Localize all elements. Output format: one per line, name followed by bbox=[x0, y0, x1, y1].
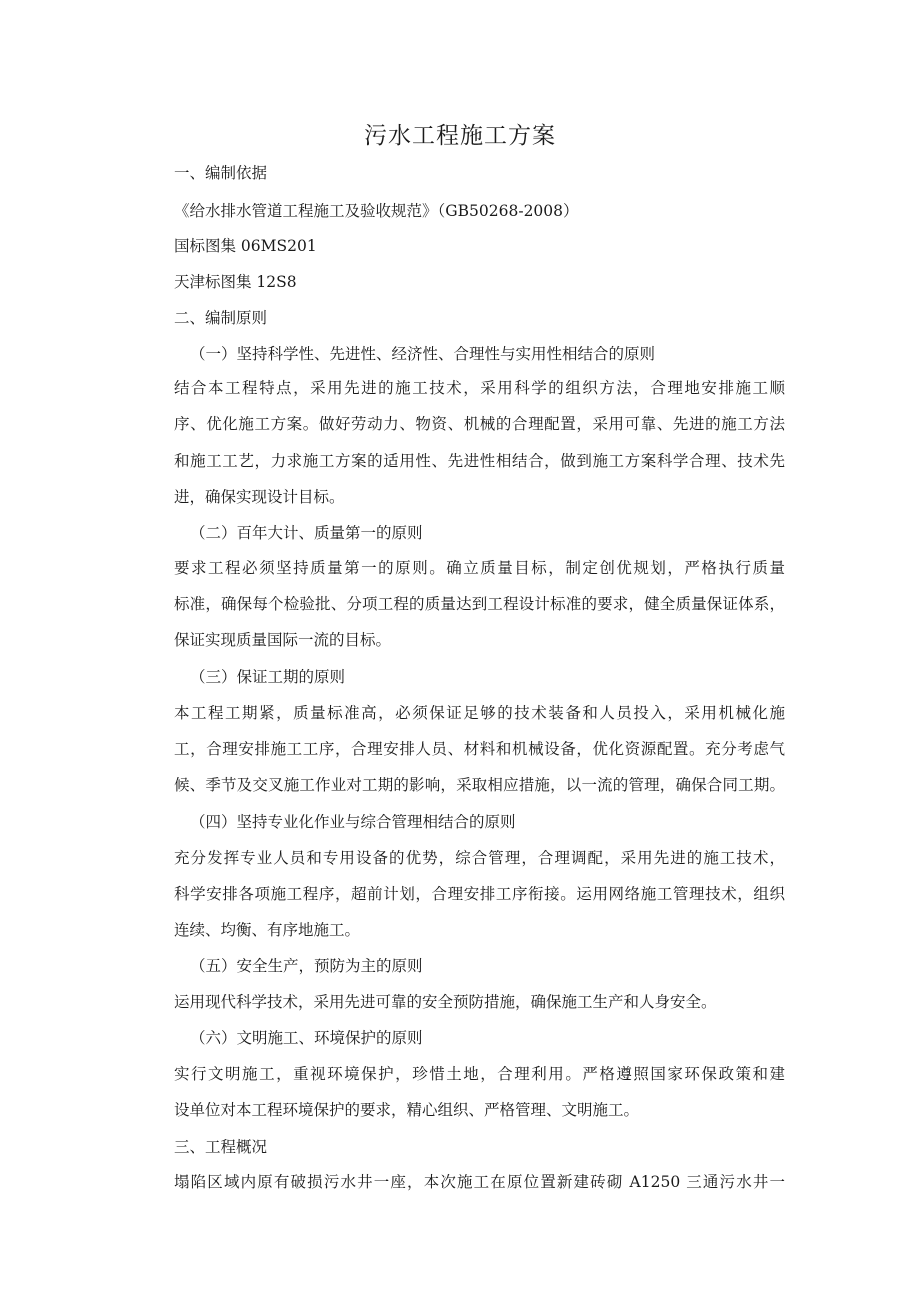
reference-standard: 《给水排水管道工程施工及验收规范》（GB50268-2008） bbox=[174, 202, 579, 220]
paragraph-line: 进，确保实现设计目标。 bbox=[174, 488, 345, 506]
subheading-principle-3: （三）保证工期的原则 bbox=[190, 668, 346, 686]
paragraph-line: 和施工工艺，力求施工方案的适用性、先进性相结合，做到施工方案科学合理、技术先 bbox=[174, 452, 785, 470]
reference-atlas-national: 国标图集 06MS201 bbox=[174, 237, 317, 255]
paragraph-line: 实行文明施工，重视环境保护，珍惜土地，合理利用。严格遵照国家环保政策和建 bbox=[174, 1065, 785, 1083]
paragraph-line: 充分发挥专业人员和专用设备的优势，综合管理，合理调配，采用先进的施工技术， bbox=[174, 849, 785, 867]
subheading-principle-1: （一）坚持科学性、先进性、经济性、合理性与实用性相结合的原则 bbox=[190, 345, 656, 363]
paragraph-line: 塌陷区域内原有破损污水井一座，本次施工在原位置新建砖砌 A1250 三通污水井一 bbox=[174, 1173, 785, 1191]
paragraph-line: 本工程工期紧，质量标准高，必须保证足够的技术装备和人员投入，采用机械化施 bbox=[174, 704, 785, 722]
paragraph-line: 候、季节及交叉施工作业对工期的影响，采取相应措施，以一流的管理，确保合同工期。 bbox=[174, 776, 785, 794]
paragraph-line: 科学安排各项施工程序，超前计划，合理安排工序衔接。运用网络施工管理技术，组织 bbox=[174, 885, 785, 903]
subheading-principle-5: （五）安全生产，预防为主的原则 bbox=[190, 957, 423, 975]
paragraph-line: 要求工程必须坚持质量第一的原则。确立质量目标，制定创优规划，严格执行质量 bbox=[174, 559, 785, 577]
paragraph-line: 标准，确保每个检验批、分项工程的质量达到工程设计标准的要求，健全质量保证体系， bbox=[174, 595, 785, 613]
subheading-principle-6: （六）文明施工、环境保护的原则 bbox=[190, 1029, 423, 1047]
paragraph-line: 序、优化施工方案。做好劳动力、物资、机械的合理配置，采用可靠、先进的施工方法 bbox=[174, 415, 785, 433]
reference-atlas-tianjin: 天津标图集 12S8 bbox=[174, 273, 297, 291]
section-heading-principles: 二、编制原则 bbox=[174, 309, 268, 327]
subheading-principle-4: （四）坚持专业化作业与综合管理相结合的原则 bbox=[190, 813, 516, 831]
document-title: 污水工程施工方案 bbox=[364, 123, 556, 149]
paragraph-line: 结合本工程特点，采用先进的施工技术，采用科学的组织方法，合理地安排施工顺 bbox=[174, 379, 785, 397]
section-heading-basis: 一、编制依据 bbox=[174, 164, 268, 182]
subheading-principle-2: （二）百年大计、质量第一的原则 bbox=[190, 524, 423, 542]
paragraph-line: 运用现代科学技术，采用先进可靠的安全预防措施，确保施工生产和人身安全。 bbox=[174, 993, 717, 1011]
paragraph-line: 工，合理安排施工工序，合理安排人员、材料和机械设备，优化资源配置。充分考虑气 bbox=[174, 740, 785, 758]
paragraph-line: 保证实现质量国际一流的目标。 bbox=[174, 631, 392, 649]
section-heading-overview: 三、工程概况 bbox=[174, 1138, 268, 1156]
paragraph-line: 设单位对本工程环境保护的要求，精心组织、严格管理、文明施工。 bbox=[174, 1101, 640, 1119]
paragraph-line: 连续、均衡、有序地施工。 bbox=[174, 921, 361, 939]
